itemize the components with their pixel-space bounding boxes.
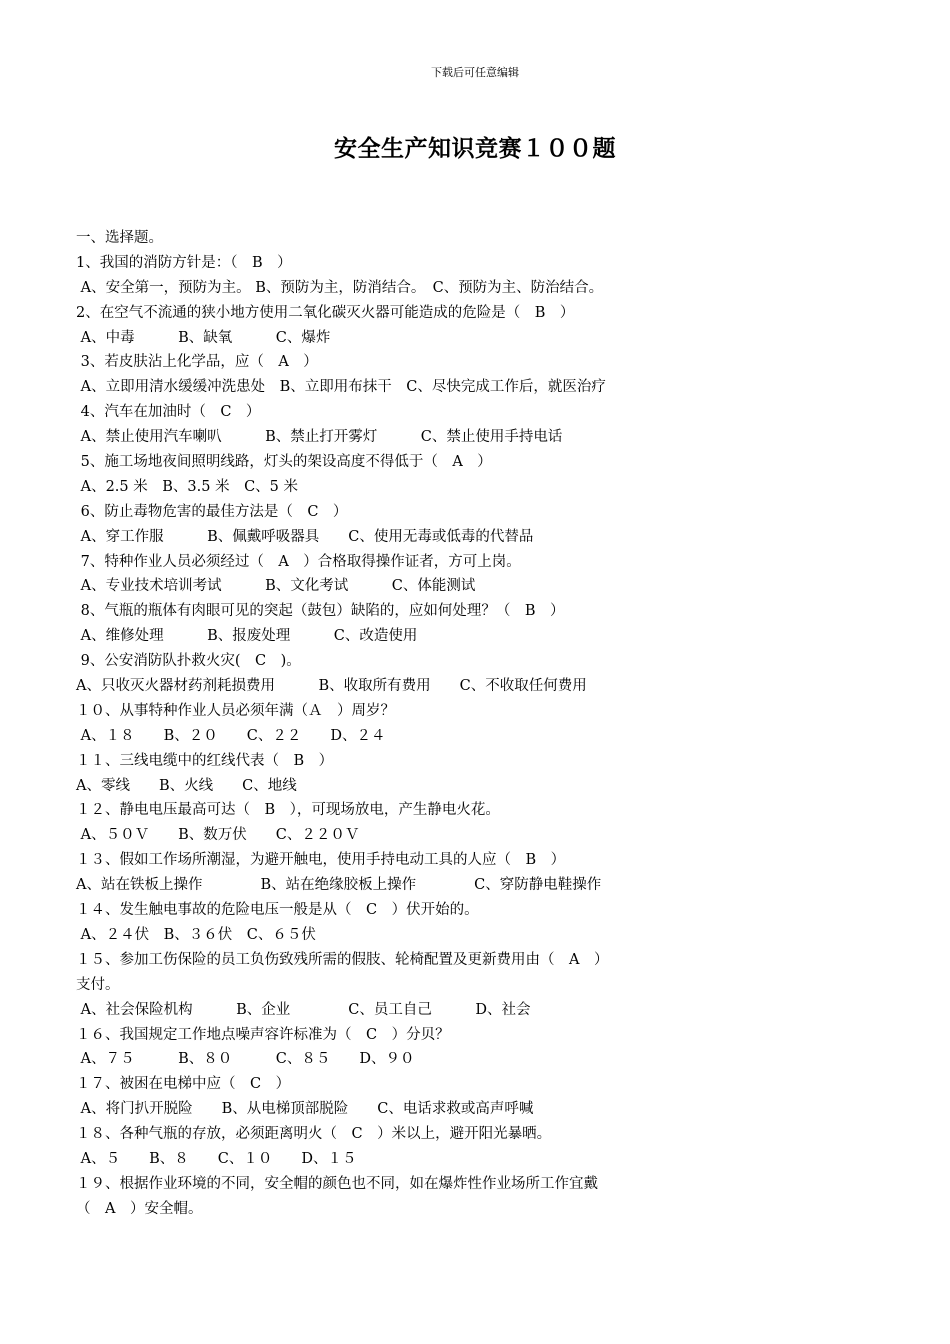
question-line: 7、特种作业人员必须经过（ A ）合格取得操作证者，方可上岗。: [76, 553, 521, 570]
section-heading: 一、选择题。: [76, 230, 163, 246]
question-line: １２、静电电压最高可达（ B ），可现场放电，产生静电火花。: [76, 802, 500, 819]
question-line: １３、假如工作场所潮湿，为避开触电，使用手持电动工具的人应（ B ）: [76, 852, 566, 869]
question-line: １５、参加工伤保险的员工负伤致残所需的假肢、轮椅配置及更新费用由（ A ）: [76, 951, 609, 968]
question-line: １７、被困在电梯中应（ C ）: [76, 1076, 291, 1093]
options-line: A、只收灭火器材药剂耗损费用 B、收取所有费用 C、不收取任何费用: [76, 678, 587, 695]
options-line: A、中毒 B、缺氧 C、爆炸: [76, 329, 331, 346]
question-line: １６、我国规定工作地点噪声容许标准为（ C ）分贝？: [76, 1026, 450, 1043]
question-line: 6、防止毒物危害的最佳方法是（ C ）: [76, 503, 348, 520]
question-line: 4、汽车在加油时（ C ）: [76, 404, 261, 421]
question-line: 1、我国的消防方针是：（ B ）: [76, 254, 292, 271]
question-line-continued: （ A ）安全帽。: [76, 1200, 203, 1217]
question-line: １９、根据作业环境的不同，安全帽的颜色也不同，如在爆炸性作业场所工作宜戴: [76, 1175, 598, 1192]
options-line: A、安全第一，预防为主。 B、预防为主，防消结合。 C、预防为主、防治结合。: [76, 279, 604, 296]
options-line: A、站在铁板上操作 B、站在绝缘胶板上操作 C、穿防静电鞋操作: [76, 877, 602, 894]
options-line: A、社会保险机构 B、企业 C、员工自己 D、社会: [76, 1001, 531, 1018]
question-line: １４、发生触电事故的危险电压一般是从（ C ）伏开始的。: [76, 902, 479, 919]
question-line: 2、在空气不流通的狭小地方使用二氧化碳灭火器可能造成的危险是（ B ）: [76, 304, 575, 321]
question-line: 8、气瓶的瓶体有肉眼可见的突起（鼓包）缺陷的，应如何处理？（ B ）: [76, 603, 565, 620]
options-line: A、将门扒开脱险 B、从电梯顶部脱险 C、电话求救或高声呼喊: [76, 1101, 534, 1118]
question-line: 9、公安消防队扑救火灾( C )。: [76, 653, 301, 670]
question-list: [76, 226, 716, 1222]
options-line: A、禁止使用汽车喇叭 B、禁止打开雾灯 C、禁止使用手持电话: [76, 429, 563, 446]
question-line: １０、从事特种作业人员必须年满（Ａ ）周岁？: [76, 702, 395, 719]
options-line: A、2.5 米 B、3.5 米 C、5 米: [76, 478, 299, 495]
document-title: 安全生产知识竞赛１００题: [334, 135, 616, 162]
options-line: A、专业技术培训考试 B、文化考试 C、体能测试: [76, 578, 476, 595]
question-line: 5、施工场地夜间照明线路，灯头的架设高度不得低于（ A ）: [76, 454, 492, 471]
options-line: A、１８ B、２０ C、２２ D、２４: [76, 727, 386, 744]
options-line: A、零线 B、火线 C、地线: [76, 777, 297, 794]
question-line: 3、若皮肤沾上化学品，应（ A ）: [76, 354, 318, 371]
question-line: １８、各种气瓶的存放，必须距离明火（ C ）米以上，避开阳光暴晒。: [76, 1126, 552, 1143]
question-line: １１、三线电缆中的红线代表（ B ）: [76, 752, 334, 769]
page-header-note: 下载后可任意编辑: [431, 66, 519, 79]
options-line: A、２４伏 B、３６伏 C、６５伏: [76, 926, 316, 943]
options-line: A、５ B、８ C、１０ D、１５: [76, 1150, 357, 1167]
options-line: A、立即用清水缓缓冲洗患处 B、立即用布抹干 C、尽快完成工作后，就医治疗: [76, 379, 606, 396]
options-line: A、维修处理 B、报废处理 C、改造使用: [76, 628, 418, 645]
question-line-continued: 支付。: [76, 976, 120, 993]
options-line: A、穿工作服 B、佩戴呼吸器具 C、使用无毒或低毒的代替品: [76, 528, 534, 545]
options-line: A、７５ B、８０ C、８５ D、９０: [76, 1051, 415, 1068]
options-line: A、５０Ｖ B、数万伏 C、２２０Ｖ: [76, 827, 360, 844]
